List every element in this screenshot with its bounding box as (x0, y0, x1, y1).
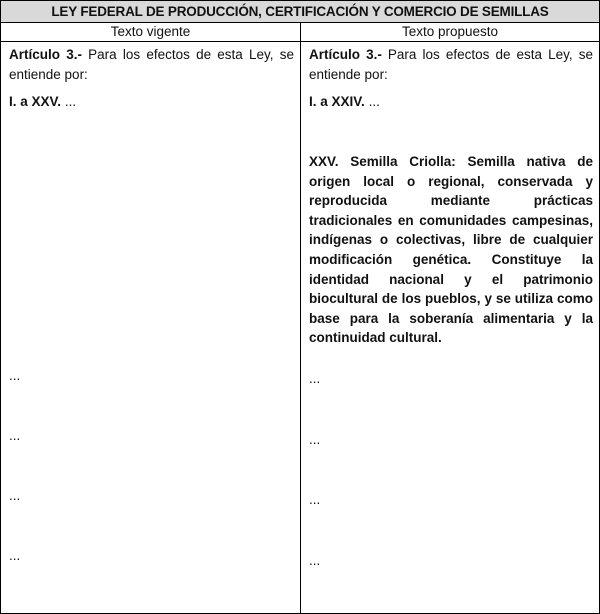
fraction-range (9, 94, 76, 109)
column-divider (300, 42, 301, 613)
column-header-proposed: Texto propuesto (301, 23, 599, 42)
table-title: LEY FEDERAL DE PRODUCCIÓN, CERTIFICACIÓN Y COMERCIO DE SEMILLAS (1, 1, 599, 23)
ellipsis: ... (9, 548, 21, 563)
article-label: Artículo 3.- (9, 47, 82, 62)
range-label: I. a XXV. (9, 94, 62, 109)
ellipsis: ... (309, 492, 321, 507)
ellipsis: ... (9, 368, 21, 383)
range-suffix: ... (64, 94, 77, 109)
semilla-criolla-definition: XXV. Semilla Criolla: Semilla nativa de origen local o regional, conservada y reproducida mediante prácticas tradicionales en comunidades campesinas, indígenas o colectivas, libre de cualquier modificación genética. Constituye la identidad nacional y el patrimonio biocultural de los pueblos, y se utiliza como base para la soberanía alimentaria y la continuidad cultural. (309, 154, 593, 346)
range-label: I. a XXIV. (309, 94, 365, 109)
ellipsis: ... (9, 428, 21, 443)
article-text: Para los efectos de esta Ley, se entiende por: (309, 47, 593, 82)
article-paragraph (9, 45, 294, 85)
fraction-range (309, 94, 380, 109)
ellipsis: ... (9, 488, 21, 503)
ellipsis: ... (309, 553, 321, 568)
column-header-current: Texto vigente (1, 23, 301, 42)
range-suffix: ... (368, 94, 380, 109)
article-text: Para los efectos de esta Ley, se entiende por: (9, 47, 294, 82)
article-label: Artículo 3.- (309, 47, 382, 62)
article-paragraph (309, 45, 593, 85)
ellipsis: ... (309, 371, 321, 386)
ellipsis: ... (309, 432, 321, 447)
